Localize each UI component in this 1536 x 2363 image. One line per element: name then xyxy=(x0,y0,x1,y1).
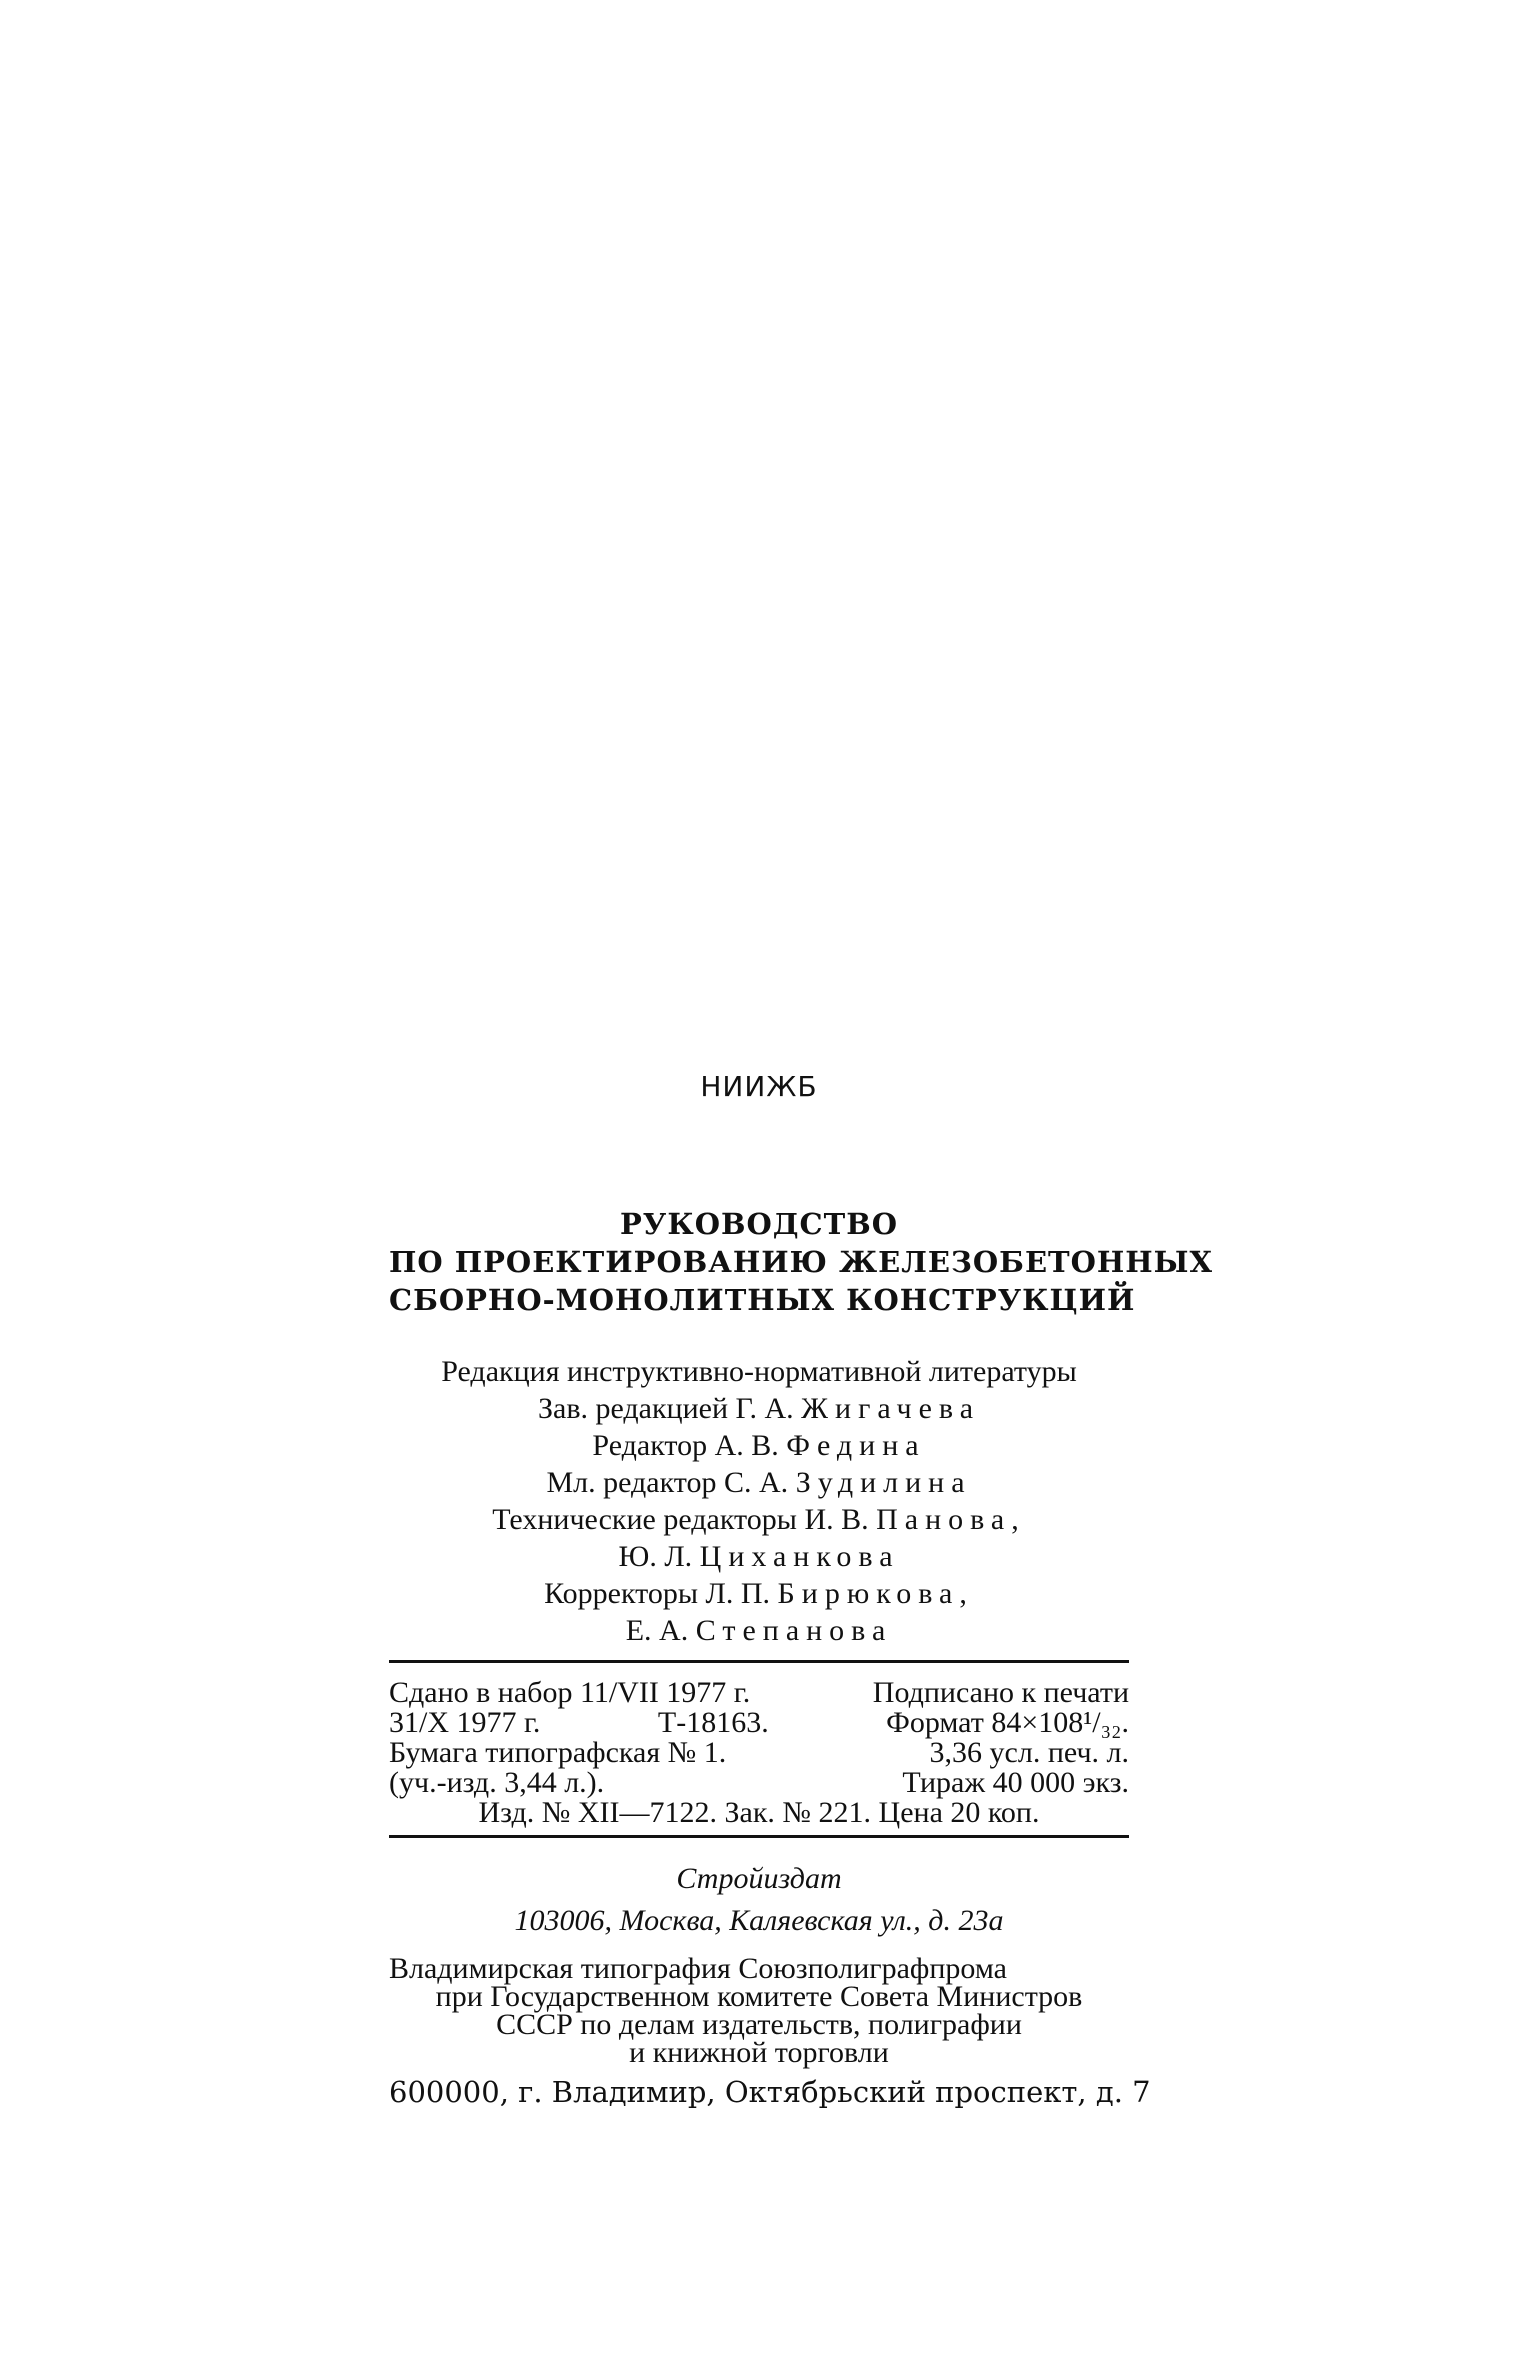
printer-name: Владимирская типография Союзполиграфпрома xyxy=(389,1952,1007,1985)
title-line: ПО ПРОЕКТИРОВАНИЮ ЖЕЛЕЗОБЕТОННЫХ xyxy=(389,1245,1214,1279)
publisher-sheets: (уч.-изд. 3,44 л.). xyxy=(389,1766,605,1799)
tech-editor-2-line xyxy=(389,1538,1129,1575)
printer-line-2: при Государственном комитете Совета Министров xyxy=(435,1980,1083,2013)
editor-role: Редактор xyxy=(592,1429,708,1462)
printer-line-4: и книжной торговли xyxy=(629,2036,889,2069)
imprint-bottom-rule xyxy=(389,1835,1129,1838)
tech-editor-1-initials: И. В. xyxy=(804,1503,869,1536)
imprint-line-4 xyxy=(389,1768,1129,1798)
head-editor-initials: Г. А. xyxy=(735,1392,794,1425)
imprint-line-1 xyxy=(389,1678,1129,1708)
head-editor-role: Зав. редакцией xyxy=(537,1392,729,1425)
print-date: 31/X 1977 г. xyxy=(389,1706,541,1739)
proofreaders-role: Корректоры xyxy=(544,1577,699,1610)
printed-sheets: 3,36 усл. печ. л. xyxy=(929,1736,1129,1769)
proofreader-1-surname: Бирюкова, xyxy=(777,1577,974,1610)
imprint-line-2 xyxy=(389,1708,1129,1738)
printer-line-3: СССР по делам издательств, полиграфии xyxy=(496,2008,1022,2041)
proofreader-2-surname: Степанова xyxy=(695,1614,893,1647)
proofreader-2-line xyxy=(389,1612,1129,1649)
printer-line-1 xyxy=(389,1952,1129,1985)
page-format: Формат 84×108¹/₃₂. xyxy=(886,1706,1129,1739)
license-number: Т-18163. xyxy=(657,1706,769,1739)
tech-editors-role: Технические редакторы xyxy=(492,1503,797,1536)
print-run: Тираж 40 000 экз. xyxy=(902,1766,1129,1799)
tech-editor-2-initials: Ю. Л. xyxy=(618,1540,693,1573)
head-editor-line xyxy=(389,1390,1129,1427)
imprint-line-3 xyxy=(389,1738,1129,1768)
head-editor-surname: Жигачева xyxy=(801,1392,981,1425)
printing-house-block xyxy=(389,1952,1129,2069)
editor-line xyxy=(389,1427,1129,1464)
tech-editors-line xyxy=(389,1501,1129,1538)
typeset-date: Сдано в набор 11/VII 1977 г. xyxy=(389,1676,751,1709)
tech-editor-1-surname: Панова, xyxy=(876,1503,1026,1536)
junior-editor-initials: С. А. xyxy=(724,1466,789,1499)
printer-address xyxy=(389,2075,1151,2109)
junior-editor-role: Мл. редактор xyxy=(546,1466,717,1499)
junior-editor-line xyxy=(389,1464,1129,1501)
publisher-address: 103006, Москва, Каляевская ул., д. 23а xyxy=(514,1904,1004,1937)
editor-initials: А. В. xyxy=(714,1429,779,1462)
printer-address-text: 600000, г. Владимир, Октябрьский проспект, д. 7 xyxy=(389,2075,1151,2109)
publisher-name: Стройиздат xyxy=(676,1862,842,1895)
paper-type: Бумага типографская № 1. xyxy=(389,1736,727,1769)
editorial-credits xyxy=(389,1353,1129,1649)
proofreader-1-initials: Л. П. xyxy=(705,1577,771,1610)
editor-surname: Федина xyxy=(786,1429,926,1462)
proofreaders-line xyxy=(389,1575,1129,1612)
publisher-block xyxy=(389,1858,1129,1942)
tech-editor-2-surname: Циханкова xyxy=(699,1540,900,1573)
title-line: РУКОВОДСТВО xyxy=(620,1207,898,1241)
imprint-line-5 xyxy=(389,1798,1129,1828)
proofreader-2-initials: Е. А. xyxy=(625,1614,689,1647)
department-line: Редакция инструктивно-нормативной литературы xyxy=(441,1355,1077,1388)
imprint-top-rule xyxy=(389,1660,1129,1663)
signed-to-print-label: Подписано к печати xyxy=(872,1676,1129,1709)
junior-editor-surname: Зудилина xyxy=(795,1466,972,1499)
print-details xyxy=(389,1678,1129,1828)
order-and-price: Изд. № XII—7122. Зак. № 221. Цена 20 коп. xyxy=(478,1796,1040,1829)
book-title xyxy=(389,1205,1214,1319)
title-line: СБОРНО-МОНОЛИТНЫХ КОНСТРУКЦИЙ xyxy=(389,1283,1136,1317)
organization-name: НИИЖБ xyxy=(700,1070,818,1103)
